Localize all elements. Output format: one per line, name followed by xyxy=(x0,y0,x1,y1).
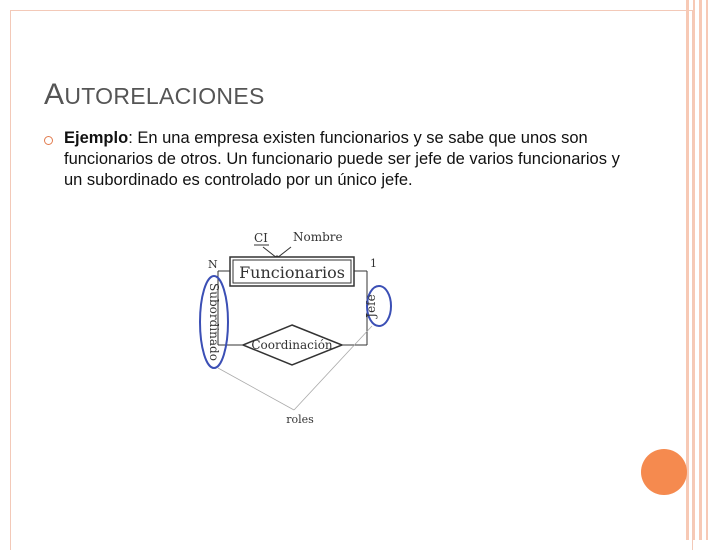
bullet-circle-icon xyxy=(44,136,53,145)
decor-stripe xyxy=(686,0,689,540)
relationship-label: Coordinación xyxy=(251,338,333,352)
title-rest: UTORELACIONES xyxy=(64,83,265,109)
role-right-label: Jefe xyxy=(364,294,378,318)
attr-nombre-label: Nombre xyxy=(293,230,343,244)
card-n-label: N xyxy=(208,258,218,271)
roles-label: roles xyxy=(286,413,314,426)
decor-stripe xyxy=(693,0,695,540)
roles-pointer-left xyxy=(218,368,294,410)
decor-stripe xyxy=(706,0,708,540)
role-left-label: Subordinado xyxy=(207,283,221,361)
card-1-label: 1 xyxy=(370,257,377,270)
er-diagram xyxy=(190,222,405,432)
bullet-text xyxy=(64,128,624,191)
title-initial: A xyxy=(44,78,65,111)
bullet-label: Ejemplo xyxy=(64,129,129,147)
bullet-body: En una empresa existen funcionarios y se sabe que unos son funcionarios de otros. Un funcionario puede ser jefe de varios funcionarios y un subordinado es controlado por un único jefe. xyxy=(64,129,620,189)
slide-title xyxy=(44,78,265,112)
decor-stripe xyxy=(699,0,702,540)
decor-orange-circle xyxy=(641,449,687,495)
entity-label: Funcionarios xyxy=(239,263,345,282)
attr-ci-label: CI xyxy=(254,231,268,245)
bullet-separator: : xyxy=(128,129,133,147)
